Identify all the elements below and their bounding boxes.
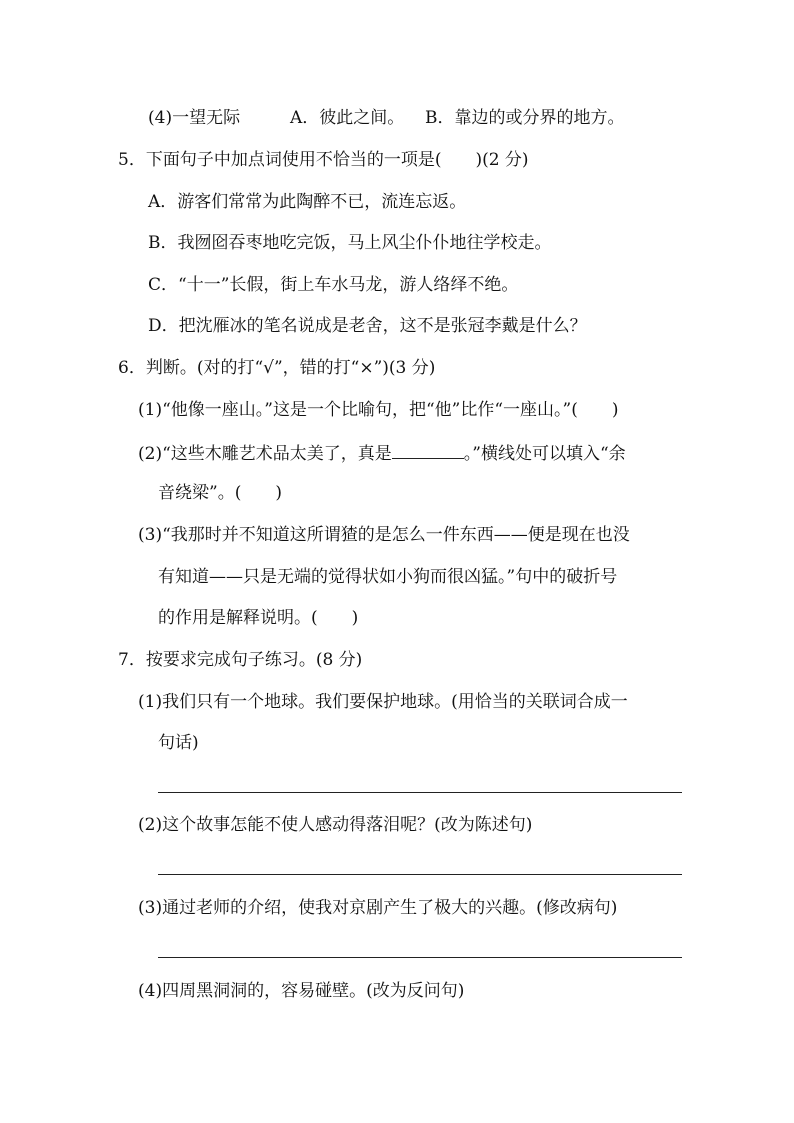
q5-option-d: D．把沈雁冰的笔名说成是老舍，这不是张冠李戴是什么？: [148, 316, 587, 336]
q4-option-b: B．靠边的或分界的地方。: [425, 108, 625, 128]
q6-item2-blank[interactable]: [392, 443, 464, 459]
q6-item2-text-a: (2)“这些木雕艺术品太美了，真是: [138, 444, 392, 464]
q4-option-a: A．彼此之间。: [290, 108, 405, 128]
q7-item1-line1: (1)我们只有一个地球。我们要保护地球。(用恰当的关联词合成一: [138, 692, 628, 712]
q6-item1: (1)“他像一座山。”这是一个比喻句，把“他”比作“一座山。”( ): [138, 400, 619, 420]
q7-item2-answer-line[interactable]: [158, 874, 682, 875]
q5-stem: 5．下面句子中加点词使用不恰当的一项是( )(2 分): [118, 150, 529, 170]
q6-item2: [138, 443, 626, 463]
q7-item3: (3)通过老师的介绍，使我对京剧产生了极大的兴趣。(修改病句): [138, 898, 618, 918]
q7-item2: (2)这个故事怎能不使人感动得落泪呢？(改为陈述句): [138, 815, 533, 835]
q7-item4: (4)四周黑洞洞的，容易碰壁。(改为反问句): [138, 981, 465, 1001]
q5-option-b: B．我囫囵吞枣地吃完饭，马上风尘仆仆地往学校走。: [148, 233, 552, 253]
q7-item1-answer-line[interactable]: [158, 792, 682, 793]
q6-item3-line3: 的作用是解释说明。( ): [158, 608, 359, 628]
q7-item1-line2: 句话): [158, 733, 199, 753]
q6-item3-line1: (3)“我那时并不知道这所谓猹的是怎么一件东西——便是现在也没: [138, 525, 630, 545]
q6-item2-continued: 音绕梁”。( ): [158, 483, 282, 503]
q5-option-a: A．游客们常常为此陶醉不已，流连忘返。: [148, 192, 467, 212]
q5-option-c: C．“十一”长假，街上车水马龙，游人络绎不绝。: [148, 275, 519, 295]
q6-item2-text-b: 。”横线处可以填入“余: [463, 444, 626, 464]
q6-item3-line2: 有知道——只是无端的觉得状如小狗而很凶猛。”句中的破折号: [158, 567, 618, 587]
q7-item3-answer-line[interactable]: [158, 957, 682, 958]
q4-item4: (4)一望无际: [148, 108, 241, 128]
q6-stem: 6．判断。(对的打“√”，错的打“×”)(3 分): [118, 358, 436, 378]
q7-stem: 7．按要求完成句子练习。(8 分): [118, 650, 363, 670]
